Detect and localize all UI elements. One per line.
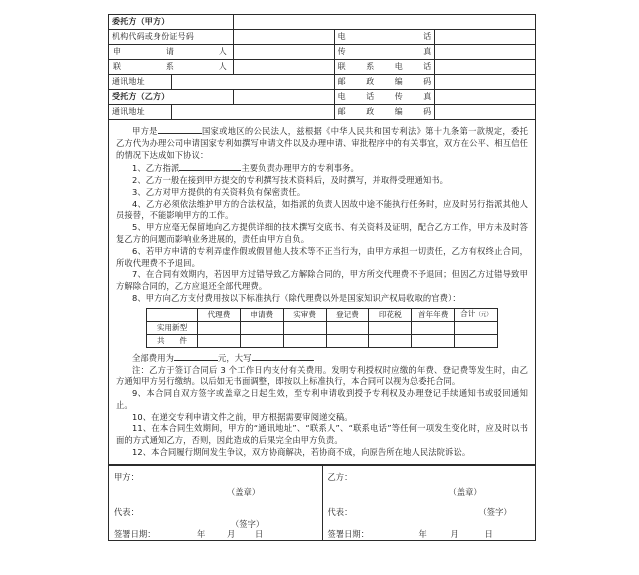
clause-12-number: 12、 xyxy=(132,446,152,457)
fee-col-total xyxy=(455,308,498,321)
signature-party-a-sign[interactable]: （签字） xyxy=(231,518,265,529)
table-row xyxy=(109,15,536,30)
field-phone-fax-value[interactable] xyxy=(435,90,536,105)
field-address-a-value[interactable] xyxy=(171,75,334,90)
row-label-fax: 传 真 xyxy=(334,45,435,60)
clause-4-text: 乙方必须依法维护甲方的合法权益，如指派的负责人因故中途不能执行任务时，应及时另行指派其他人员接替，不能影响甲方的工作。 xyxy=(116,198,528,221)
signature-party-a-day[interactable]: 日 xyxy=(255,528,264,539)
field-applicant-value[interactable] xyxy=(234,45,335,60)
clause-4 xyxy=(116,199,528,223)
fee-cell[interactable] xyxy=(198,321,241,334)
signature-cell-party-a xyxy=(109,465,323,540)
fee-cell[interactable] xyxy=(455,334,498,347)
clause-1-text-part2: 主要负责办理甲方的专利事务。 xyxy=(241,163,359,174)
clause-2-text: 乙方一般在接到甲方提交的专利撰写技术资料后，及时撰写，并取得受理通知书。 xyxy=(145,175,449,186)
clause-1 xyxy=(116,161,528,175)
clause-8-number: 8、 xyxy=(132,292,146,303)
row-label-phone-fax: 电话传真 xyxy=(334,90,435,105)
signature-table xyxy=(108,465,536,541)
fee-cell[interactable] xyxy=(326,321,369,334)
table-row xyxy=(109,30,536,45)
row-label-contact-person: 联 系 人 xyxy=(109,60,234,75)
fee-cell[interactable] xyxy=(412,334,455,347)
fee-cell[interactable] xyxy=(198,334,241,347)
table-row xyxy=(109,45,536,60)
fee-table-container xyxy=(116,308,528,348)
fee-col-registration: 登记费 xyxy=(326,308,369,321)
field-address-b-value[interactable] xyxy=(171,105,334,120)
contract-document xyxy=(108,14,536,541)
row-label-address-a: 通讯地址 xyxy=(109,75,172,90)
signature-party-a-year[interactable]: 年 xyxy=(197,528,206,539)
field-contact-person-value[interactable] xyxy=(234,60,335,75)
clause-8 xyxy=(116,293,528,305)
fee-row-label-utility-model: 实用新型 xyxy=(147,321,198,334)
clause-5 xyxy=(116,222,528,246)
row-label-phone: 电 话 xyxy=(334,30,435,45)
total-amount-part2: 元，大写 xyxy=(218,352,252,363)
fee-cell[interactable] xyxy=(240,334,283,347)
signature-party-a-month[interactable]: 月 xyxy=(227,528,236,539)
clause-9 xyxy=(116,388,528,412)
fee-cell[interactable] xyxy=(240,321,283,334)
clause-1-text-part1: 乙方指派 xyxy=(145,163,180,174)
row-label-contact-phone: 联系电话 xyxy=(334,60,435,75)
signature-party-b-label: 乙方： xyxy=(327,471,353,482)
clause-7 xyxy=(116,269,528,293)
row-label-address-b: 通讯地址 xyxy=(109,105,172,120)
clause-7-number: 7、 xyxy=(132,269,146,280)
signature-party-b-day[interactable]: 日 xyxy=(484,528,493,539)
clause-11-text: 在本合同生效期间，甲方的“通讯地址”、“联系人”、“联系电话”等任何一项发生变化时，应及时以书面的方式通知乙方，否则，因此造成的后果完全由甲方负责。 xyxy=(116,423,529,446)
clause-1-blank-field[interactable] xyxy=(179,161,241,171)
fee-cell[interactable] xyxy=(326,334,369,347)
signature-party-a-label: 甲方： xyxy=(114,471,139,482)
signature-party-a-seal[interactable]: （盖章） xyxy=(227,486,261,497)
field-contact-phone-value[interactable] xyxy=(435,60,536,75)
signature-party-b-date-label: 签署日期： xyxy=(327,528,369,539)
party-info-table xyxy=(108,14,536,120)
table-row xyxy=(147,321,498,334)
clause-8-text: 甲方向乙方支付费用按以下标准执行（除代理费以外是国家知识产权局收取的官费）： xyxy=(145,292,461,303)
payment-note xyxy=(116,365,528,389)
signature-party-a-rep-label: 代表： xyxy=(114,506,139,517)
clause-2 xyxy=(116,175,528,187)
fee-row-label-quantity xyxy=(147,334,198,347)
table-row xyxy=(109,60,536,75)
payment-note-label: 注： xyxy=(132,364,150,375)
fee-cell[interactable] xyxy=(283,321,326,334)
clause-10 xyxy=(116,412,528,424)
fee-table-header-row xyxy=(147,308,498,321)
row-label-org-code: 机构代码或身份证号码 xyxy=(109,30,234,45)
field-entrusting-party-value[interactable] xyxy=(234,15,536,30)
signature-party-b-seal[interactable]: （盖章） xyxy=(448,486,482,497)
row-label-postcode-a: 邮政编码 xyxy=(334,75,435,90)
field-phone-value[interactable] xyxy=(435,30,536,45)
clause-2-number: 2、 xyxy=(132,175,146,186)
fee-col-examination: 实审费 xyxy=(283,308,326,321)
fee-col-total-label: 合计 xyxy=(460,309,476,319)
total-amount-line xyxy=(116,351,528,365)
signature-party-b-rep-label: 代表： xyxy=(327,506,353,517)
preamble-part1: 甲方是 xyxy=(132,126,158,136)
fee-cell[interactable] xyxy=(455,321,498,334)
field-entrusted-party-value[interactable] xyxy=(234,90,335,105)
clause-3-number: 3、 xyxy=(132,186,146,197)
field-fax-value[interactable] xyxy=(435,45,536,60)
clause-12 xyxy=(116,447,528,459)
signature-party-b-sign[interactable]: （签字） xyxy=(478,506,512,517)
clause-5-number: 5、 xyxy=(132,222,146,233)
signature-party-b-year[interactable]: 年 xyxy=(418,528,427,539)
clause-5-text: 甲方应毫无保留地向乙方提供详细的技术撰写交底书、有关资料及证明，配合乙方工作，甲方未及时答复乙方的问题而影响业务进展的，责任由甲方自负。 xyxy=(116,222,528,245)
row-label-entrusting-party: 委托方（甲方） xyxy=(109,15,234,30)
row-label-applicant: 申 请 人 xyxy=(109,45,234,60)
row-label-entrusted-party: 受托方（乙方） xyxy=(109,90,234,105)
payment-note-text: 乙方于签订合同后 3 个工作日内支付有关费用。发明专利授权时应缴的年费、登记费等发生时，由乙方通知甲方另行缴纳。以后如无书面调整，即按以上标准执行，本合同可以视为总委托合同。 xyxy=(116,364,528,387)
table-row xyxy=(147,334,498,347)
preamble-blank-field[interactable] xyxy=(158,124,202,134)
total-amount-words-field[interactable] xyxy=(252,351,314,361)
table-row xyxy=(109,465,536,540)
clause-1-number: 1、 xyxy=(132,163,146,174)
clause-10-number: 10、 xyxy=(132,411,152,422)
clause-11-number: 11、 xyxy=(132,423,152,434)
preamble-part2: 国家或地区的公民法人，兹根据《中华人民共和国专利法》第十九条第一款规定，委托乙方代为办理公司申请国家专利如撰写申请文件以及办理申请、审批程序中的有关事宜，双方在公平、相互信任的情况下达成如下协议： xyxy=(116,126,528,160)
fee-col-stamp-tax: 印花税 xyxy=(369,308,412,321)
field-postcode-b-value[interactable] xyxy=(435,105,536,120)
clause-9-text: 本合同自双方签字或盖章之日起生效，至专利申请收到授予专利权及办理登记手续通知书或驳回通知止。 xyxy=(116,388,528,410)
table-row xyxy=(109,105,536,120)
fee-col-total-unit: （元） xyxy=(475,312,492,319)
clause-3-text: 乙方对甲方提供的有关资料负有保密责任。 xyxy=(145,186,306,197)
fee-cell[interactable] xyxy=(412,321,455,334)
fee-cell[interactable] xyxy=(283,334,326,347)
clause-11 xyxy=(116,423,528,447)
total-amount-part1: 全部费用为 xyxy=(132,352,174,363)
signature-party-a-date-label: 签署日期： xyxy=(114,528,156,539)
clause-9-number: 9、 xyxy=(132,388,147,399)
fee-table-corner-cell xyxy=(147,308,198,321)
clause-7-text: 在合同有效期内，若因甲方过错导致乙方解除合同的，甲方所交代理费不予退回；但因乙方过错导致甲方解除合同的，乙方应退还全部代理费。 xyxy=(116,269,528,292)
clause-12-text: 本合同履行期间发生争议，双方协商解决，若协商不成，向原告所在地人民法院诉讼。 xyxy=(151,446,471,457)
clause-10-text: 在递交专利申请文件之前，甲方根据需要审阅递交稿。 xyxy=(151,411,353,422)
field-org-code-value[interactable] xyxy=(234,30,335,45)
fee-cell[interactable] xyxy=(369,321,412,334)
clause-6-text: 若甲方申请的专利弄虚作假或假冒他人技术等不正当行为，由甲方承担一切责任，乙方有权终止合同，所收代理费不予退回。 xyxy=(116,245,528,268)
field-postcode-a-value[interactable] xyxy=(435,75,536,90)
fee-col-first-year: 首年年费 xyxy=(412,308,455,321)
table-row xyxy=(109,75,536,90)
clause-6 xyxy=(116,246,528,270)
clause-3 xyxy=(116,187,528,199)
preamble-paragraph xyxy=(116,124,528,161)
contract-body xyxy=(108,120,536,465)
clause-4-number: 4、 xyxy=(132,198,146,209)
table-row xyxy=(109,90,536,105)
total-amount-numeric-field[interactable] xyxy=(174,351,218,361)
clause-6-number: 6、 xyxy=(132,245,146,256)
fee-table xyxy=(146,308,498,348)
signature-cell-party-b xyxy=(322,465,536,540)
fee-row-label-quantity-text: 共 件 xyxy=(157,335,187,345)
fee-col-application: 申请费 xyxy=(240,308,283,321)
row-label-postcode-b: 邮政编码 xyxy=(334,105,435,120)
signature-party-b-month[interactable]: 月 xyxy=(450,528,459,539)
fee-col-agency: 代理费 xyxy=(198,308,241,321)
fee-cell[interactable] xyxy=(369,334,412,347)
